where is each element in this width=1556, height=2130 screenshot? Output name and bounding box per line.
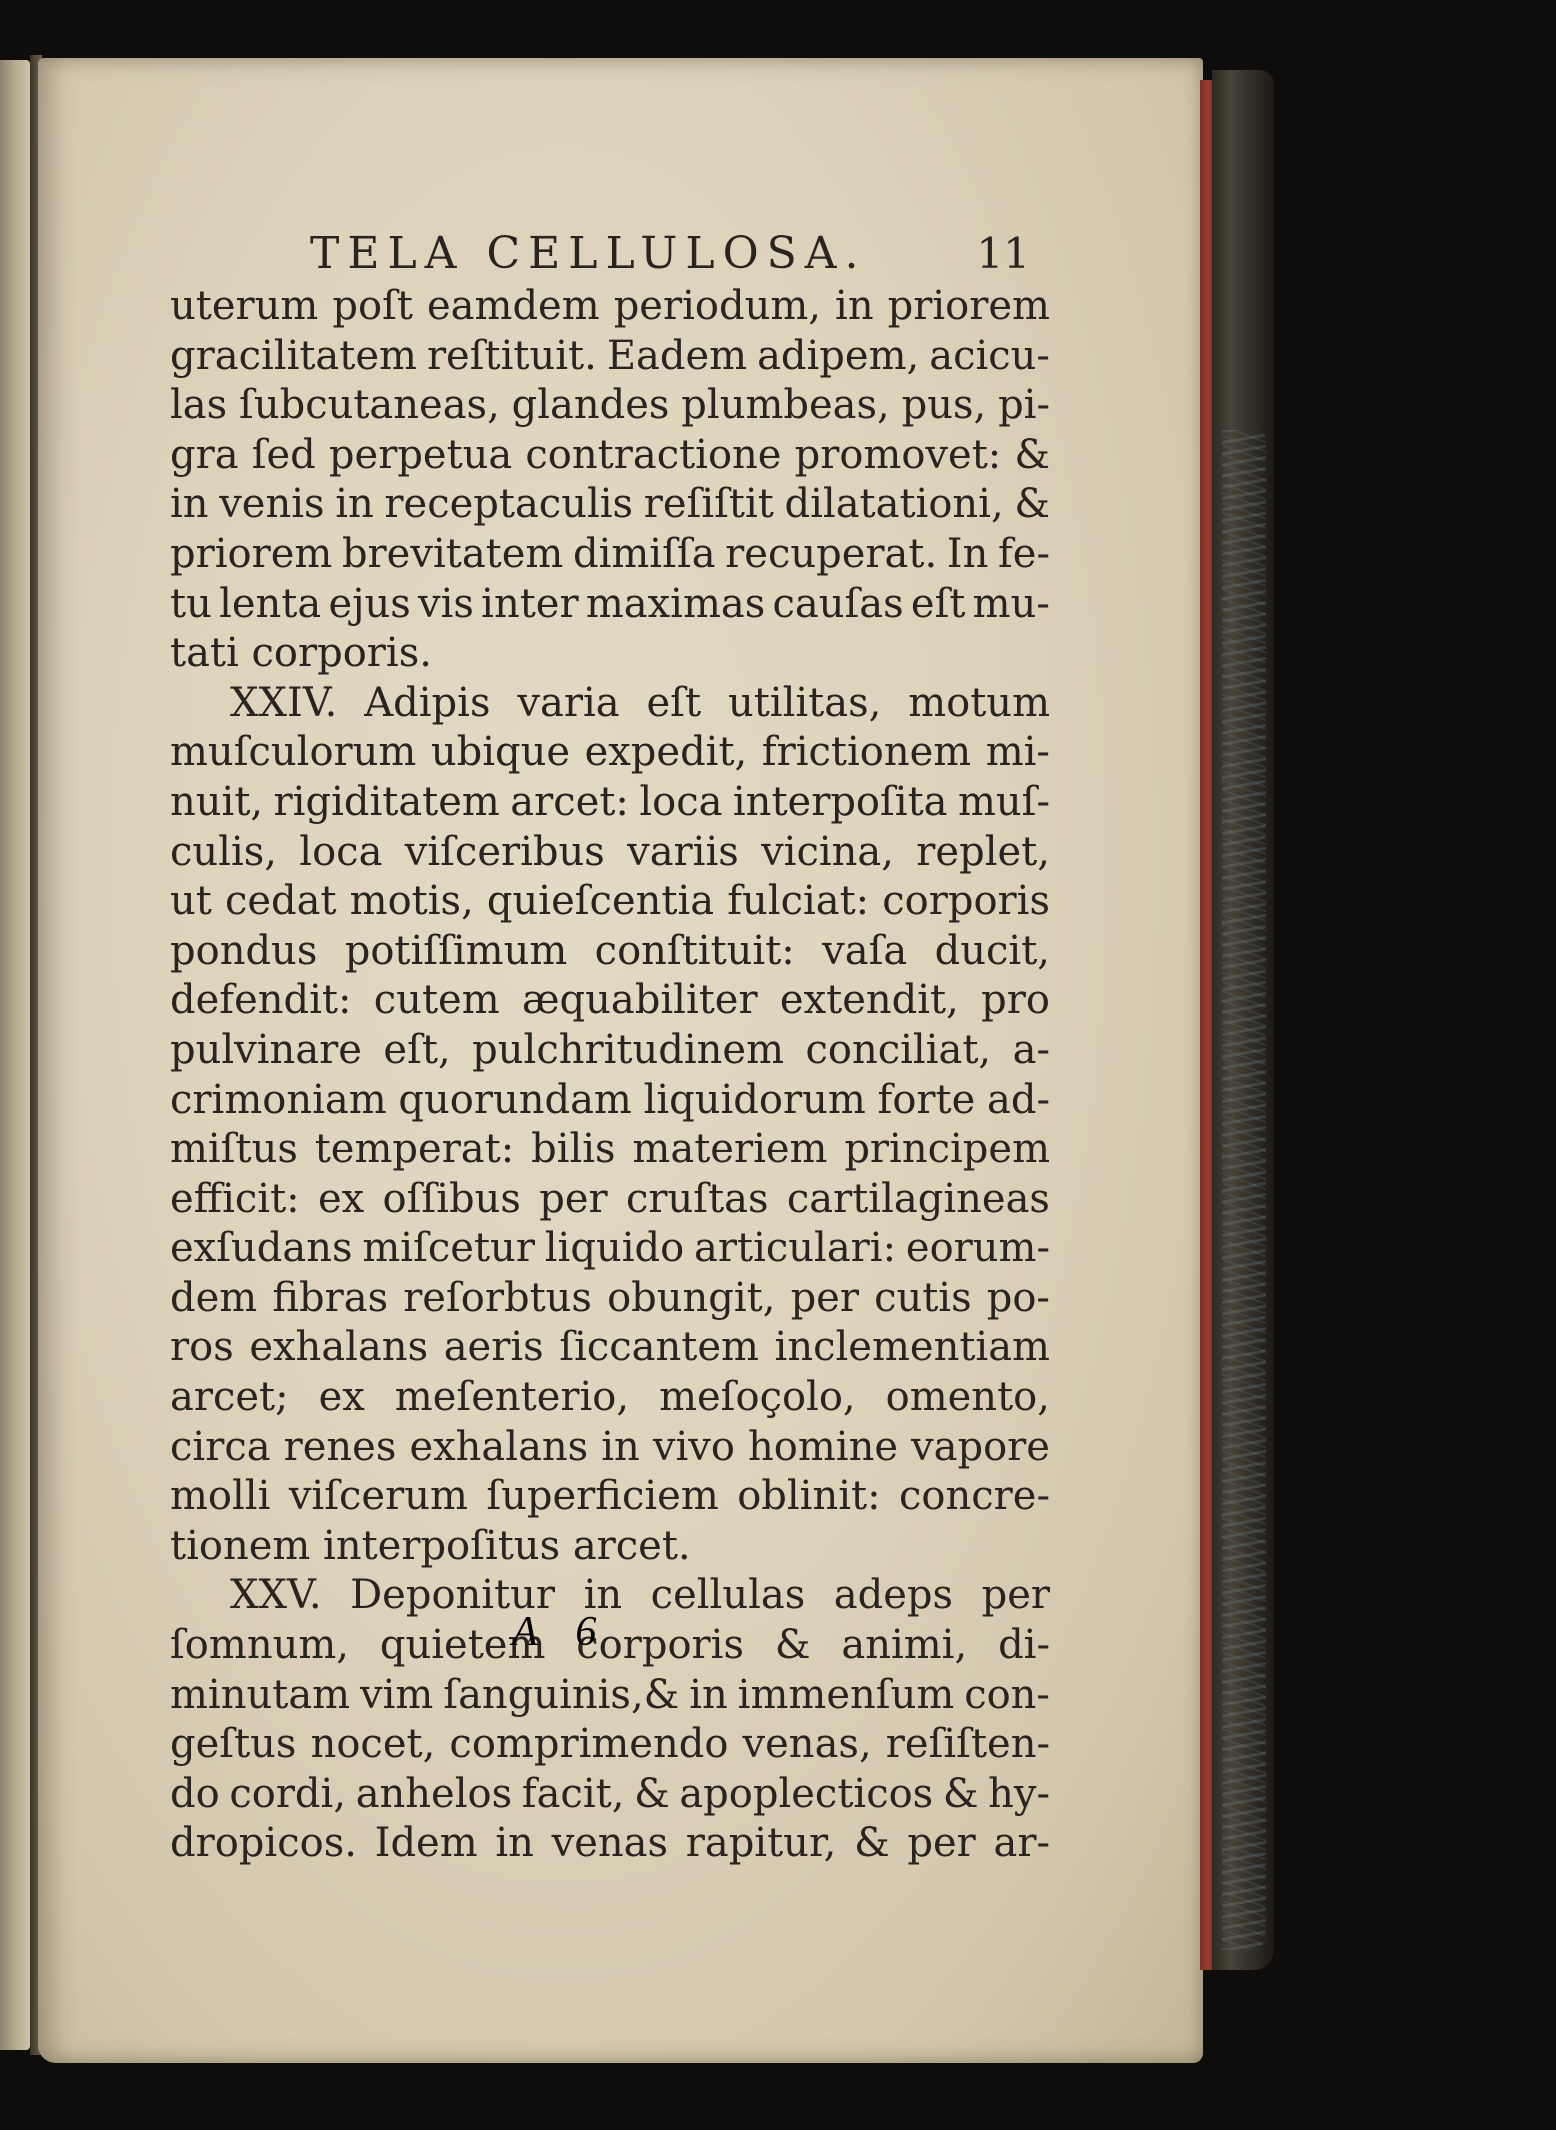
text-line: minutam vim ſanguinis,& in immenſum con- [170, 1671, 1050, 1718]
text-line: arcet; ex meſenterio, meſoçolo, omento, [170, 1374, 1050, 1421]
facing-page-edge [0, 60, 30, 2050]
text-line: XXV. Deponitur in cellulas adeps per [230, 1572, 1050, 1619]
text-line: nuit, rigiditatem arcet: loca interpoſita muſ- [170, 778, 1050, 825]
text-line: uterum poſt eamdem periodum, in priorem [170, 283, 1050, 329]
text-line: do cordi, anhelos facit, & apoplecticos & hy- [170, 1770, 1050, 1817]
text-line: efficit: ex oſſibus per cruſtas cartilagineas [170, 1175, 1050, 1222]
text-line: defendit: cutem æquabiliter extendit, pro [170, 977, 1050, 1024]
text-line: miſtus temperat: bilis materiem principem [170, 1126, 1050, 1173]
text-line: circa renes exhalans in vivo homine vapore [170, 1423, 1050, 1470]
text-line: ros exhalans aeris ſiccantem inclementiam [170, 1324, 1050, 1371]
text-line: culis, loca viſceribus variis vicina, replet, [170, 828, 1050, 875]
text-line: geſtus nocet, comprimendo venas, reſiſten- [170, 1721, 1050, 1768]
signature-mark: A 6 [512, 1609, 611, 1655]
text-line: priorem brevitatem dimiſſa recuperat. In fe- [170, 530, 1050, 577]
text-line: exſudans miſcetur liquido articulari: eorum- [170, 1225, 1050, 1272]
text-line: crimoniam quorundam liquidorum forte ad- [170, 1076, 1050, 1123]
running-head [170, 222, 1050, 278]
text-line: tu lenta ejus vis inter maximas cauſas eſt mu- [170, 580, 1050, 627]
text-line: in venis in receptaculis reſiſtit dilatationi, & [170, 481, 1050, 528]
text-line: ſomnum, quietem corporis & animi, di- [170, 1622, 1050, 1669]
text-line: pondus potiſſimum conſtituit: vaſa ducit, [170, 927, 1050, 974]
text-line: las ſubcutaneas, glandes plumbeas, pus, pi- [170, 382, 1050, 429]
page-number: 11 [976, 229, 1030, 278]
text-line: ut cedat motis, quieſcentia fulciat: corporis [170, 878, 1050, 925]
text-line: tati corporis. [170, 630, 432, 677]
running-title: TELA CELLULOSA. [310, 228, 867, 279]
text-line: XXIV. Adipis varia eſt utilitas, motum [230, 679, 1050, 726]
text-line: muſculorum ubique expedit, frictionem mi- [170, 729, 1050, 776]
marbled-cover-pattern [1222, 430, 1266, 1950]
text-line: pulvinare eſt, pulchritudinem conciliat, a- [170, 1026, 1050, 1073]
text-line: molli viſcerum ſuperficiem oblinit: concre- [170, 1473, 1050, 1520]
text-line: tionem interpoſitus arcet. [170, 1522, 691, 1569]
text-line: gracilitatem reſtituit. Eadem adipem, acicu- [170, 332, 1050, 379]
text-line: dem fibras reſorbtus obungit, per cutis po- [170, 1274, 1050, 1321]
text-line: dropicos. Idem in venas rapitur, & per ar- [170, 1820, 1050, 1867]
text-line: gra ſed perpetua contractione promovet: & [170, 431, 1050, 478]
